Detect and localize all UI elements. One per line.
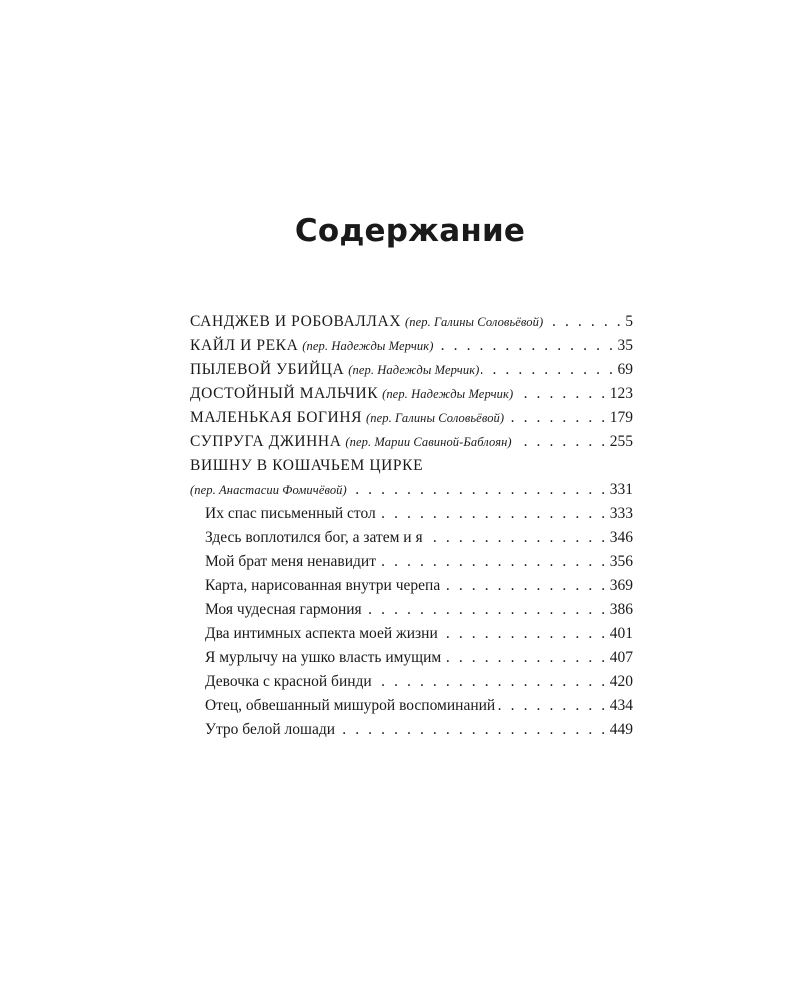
toc-entry-label (190, 382, 513, 406)
toc-entry-continuation (190, 478, 633, 502)
page-number: 407 (609, 649, 633, 666)
translator-credit: (пер. Галины Соловьёвой) (405, 315, 544, 329)
subentry-title: Отец, обвешанный мишурой воспоминаний (205, 697, 496, 714)
dot-leader (514, 430, 608, 454)
page-number: 449 (609, 721, 633, 738)
dot-leader (378, 502, 608, 526)
toc-subentry (190, 694, 633, 718)
dot-leader (443, 646, 608, 670)
toc-entry-label (190, 334, 433, 358)
page-title: Содержание (294, 213, 526, 249)
toc-entry-label (190, 478, 347, 502)
dot-leader (349, 478, 608, 502)
subentry-title: Карта, нарисованная внутри черепа (205, 577, 441, 594)
toc-entry-label (190, 310, 543, 334)
page-number: 123 (609, 385, 633, 402)
dot-leader (378, 550, 608, 574)
subentry-title: Здесь воплотился бог, а затем и я (205, 529, 423, 546)
toc-entry (190, 430, 633, 454)
page-number: 69 (617, 361, 633, 378)
dot-leader (440, 622, 608, 646)
story-title: ДОСТОЙНЫЙ МАЛЬЧИК (190, 385, 379, 402)
toc-entry-label (190, 430, 512, 454)
page-number: 35 (617, 337, 633, 354)
toc-subentry (190, 646, 633, 670)
toc-entry (190, 334, 633, 358)
subentry-title: Моя чудесная гармония (205, 601, 362, 618)
page-number: 179 (609, 409, 633, 426)
toc-entry (190, 382, 633, 406)
toc-entry-label (190, 358, 479, 382)
page-number: 333 (609, 505, 633, 522)
dot-leader (425, 526, 608, 550)
page-number: 386 (609, 601, 633, 618)
page-number: 346 (609, 529, 633, 546)
dot-leader (497, 694, 608, 718)
subentry-title: Девочка с красной бинди (205, 673, 372, 690)
toc-subentry (190, 718, 633, 742)
story-title: САНДЖЕВ И РОБОВАЛЛАХ (190, 313, 402, 330)
story-title: ВИШНУ В КОШАЧЬЕМ ЦИРКЕ (190, 457, 424, 474)
page-number: 434 (609, 697, 633, 714)
page-number: 331 (609, 481, 633, 498)
dot-leader (506, 406, 608, 430)
subentry-title: Мой брат меня ненавидит (205, 553, 376, 570)
dot-leader (481, 358, 615, 382)
page-number: 420 (609, 673, 633, 690)
toc-entry (190, 406, 633, 430)
page-number: 5 (625, 313, 633, 330)
toc-subentry (190, 550, 633, 574)
translator-credit: (пер. Анастасии Фомичёвой) (190, 483, 347, 497)
dot-leader (364, 598, 608, 622)
toc-subentry (190, 598, 633, 622)
dot-leader (545, 310, 623, 334)
dot-leader (442, 574, 608, 598)
subentry-title: Их спас письменный стол (205, 505, 376, 522)
toc-entry (190, 454, 633, 478)
dot-leader (374, 670, 608, 694)
translator-credit: (пер. Галины Соловьёвой) (365, 411, 505, 425)
subentry-title: Два интимных аспекта моей жизни (205, 625, 438, 642)
dot-leader (435, 334, 615, 358)
page-number: 369 (609, 577, 633, 594)
story-title: СУПРУГА ДЖИННА (190, 433, 342, 450)
toc-entry (190, 358, 633, 382)
subentry-title: Утро белой лошади (205, 721, 336, 738)
toc-subentry (190, 526, 633, 550)
subentry-title: Я мурлычу на ушко власть имущим (205, 649, 442, 666)
toc-subentry (190, 502, 633, 526)
toc-entry-label (190, 406, 504, 430)
translator-credit: (пер. Марии Савиной-Баблоян) (345, 435, 512, 449)
story-title: ПЫЛЕВОЙ УБИЙЦА (190, 361, 345, 378)
toc-entry-label (190, 454, 423, 478)
table-of-contents (190, 310, 633, 742)
toc-subentry (190, 670, 633, 694)
toc-subentry (190, 574, 633, 598)
toc-entry (190, 310, 633, 334)
dot-leader (337, 718, 608, 742)
page-number: 255 (609, 433, 633, 450)
dot-leader (515, 382, 608, 406)
story-title: КАЙЛ И РЕКА (190, 337, 299, 354)
story-title: МАЛЕНЬКАЯ БОГИНЯ (190, 409, 363, 426)
page-number: 401 (609, 625, 633, 642)
translator-credit: (пер. Надежды Мерчик) (382, 387, 514, 401)
translator-credit: (пер. Надежды Мерчик) (302, 339, 434, 353)
toc-subentry (190, 622, 633, 646)
translator-credit: (пер. Надежды Мерчик) (348, 363, 480, 377)
page-number: 356 (609, 553, 633, 570)
